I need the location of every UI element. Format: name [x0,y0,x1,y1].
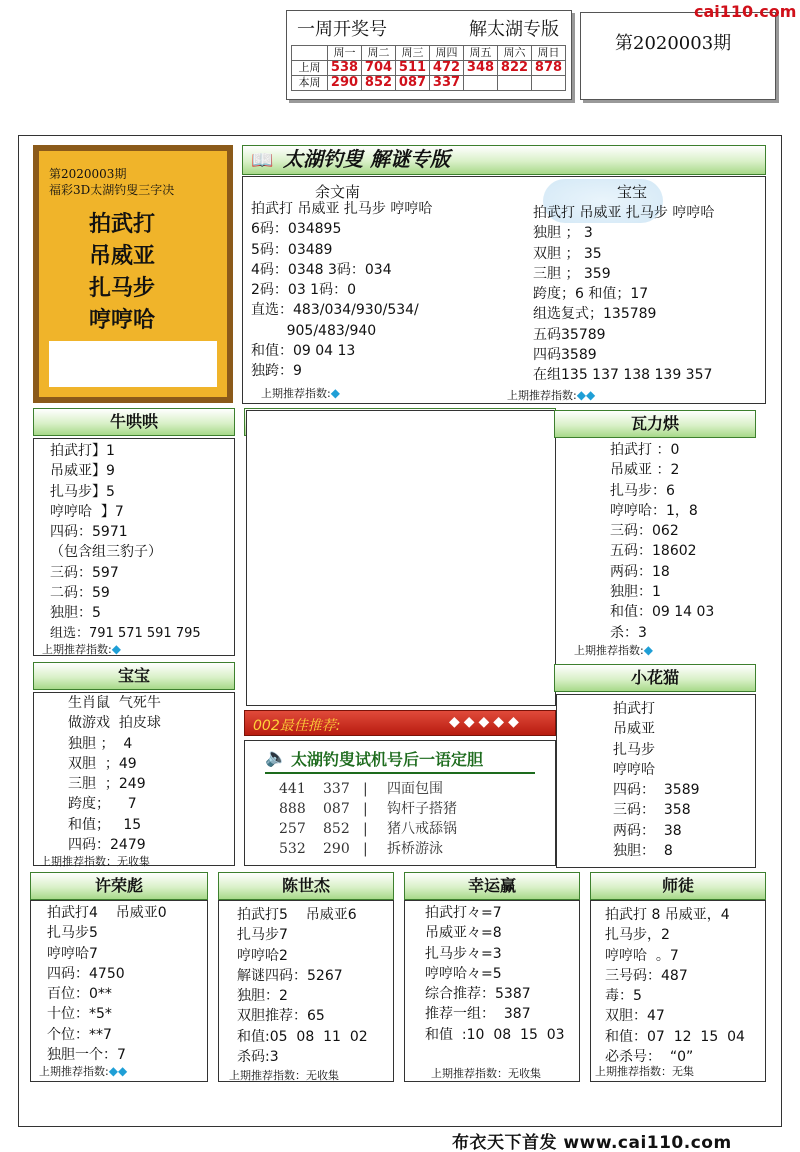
expert-name: 宝宝 [617,183,648,201]
text-line: 拍武打 8 吊威亚，4 [605,907,730,923]
separator: | [363,821,368,837]
text-line: 和值：09 14 03 [610,604,715,621]
yellow-word: 拍武打 [89,211,156,237]
expert-name: 余文南 [315,183,361,201]
xing-box [404,900,580,1082]
text-line: 4码：0348 3码：034 [251,261,392,278]
text-line: 毒：5 [605,988,642,1005]
draw-table [291,45,566,91]
rating-label: 上期推荐指数: [42,643,112,656]
text-line: 吊威亚 [613,721,655,738]
text-line: 四码3589 [533,347,597,364]
text-line: 三码： 358 [613,802,691,819]
text-line: 独跨：9 [251,363,302,380]
shi-box [590,900,766,1082]
text-line: 二码：59 [50,585,110,602]
riddle-text: 钩杆子搭猪 [387,801,457,817]
test-number-box [244,740,556,866]
last-week-row [292,61,566,76]
text-line: 两码： 38 [613,822,682,839]
baobao2-lines [68,693,234,855]
rating-footer: 上期推荐指数：无收集 [40,855,150,868]
text-line: 拍武打5 吊威亚6 [237,907,357,923]
text-line: 哼哼哈2 [237,947,288,964]
draw-header-box [286,10,572,100]
text-line: 三号码：487 [605,967,688,984]
text-line: 双胆推荐：65 [237,1008,325,1025]
test-rows [279,779,457,859]
section-header: 陈世杰 [218,872,394,900]
text-line: 独胆：1 [610,584,661,601]
text-line: （包含组三豹子） [50,544,162,561]
yellow-title: 福彩3D太湖钓叟三字决 [49,183,175,197]
xu-box [30,900,208,1082]
text-line: 吊威亚】9 [50,463,115,480]
diamond-icon: ◆◆◆◆◆ [449,714,523,730]
text-line: 五码35789 [533,326,606,343]
book-icon: 📖 [251,150,274,171]
text-line: 独胆一个：7 [47,1047,126,1064]
text-line: 四码：5971 [50,524,128,541]
banner-title: 太湖钓叟 解谜专版 [283,147,450,171]
text-line: 在组135 137 138 139 357 [533,367,713,384]
draw-number: 290 [323,841,350,857]
text-line: 拍武打】1 [50,443,115,459]
text-line: 6码：034895 [251,221,342,238]
draw-table-wrap [291,45,566,91]
text-line: 吊威亚 ：2 [610,462,680,479]
text-line: 两码：18 [610,563,670,580]
text-line: 和值； 15 [68,816,142,833]
text-line: 哼哼哈 [613,761,655,778]
list-item [279,839,457,859]
day-header: 周六 [498,46,532,61]
text-line: 独胆 ； 3 [533,225,593,242]
best-recommend-label: 002最佳推荐: [253,718,341,734]
diamond-icon: ◆ [643,643,653,657]
niu-box [33,438,235,656]
header-subtitle: 解太湖专版 [469,19,559,40]
text-line: 905/483/940 [251,322,377,339]
text-line: 扎马步 [613,741,655,758]
speaker-icon: 🔈 [265,747,288,768]
text-line: 和值：07 12 15 04 [605,1028,745,1045]
blank-panel [49,341,217,387]
draw-number [498,76,532,91]
yellow-word: 吊威亚 [89,243,156,269]
text-line: 组选复式；135789 [533,306,657,323]
chen-lines [237,905,393,1067]
text-line: 三胆 ； 359 [533,265,611,282]
trial-number: 532 [279,841,306,857]
row-label: 上周 [292,61,328,76]
text-line: 扎马步】5 [50,483,115,500]
text-line: 三码：597 [50,564,119,581]
text-line: 推荐一组： 387 [425,1006,531,1023]
text-line: 独胆： 8 [613,843,673,860]
test-title: 太湖钓叟试机号后一语定胆 [291,750,484,769]
text-line: 2码：03 1码：0 [251,282,356,299]
center-blank-box [246,410,556,706]
rating-label: 上期推荐指数: [507,389,577,402]
issue-box [580,12,776,100]
xiao-box [556,694,756,868]
day-header: 周三 [396,46,430,61]
trial-number: 257 [279,821,306,837]
text-line: 5码：03489 [251,241,333,258]
trial-number: 888 [279,801,306,817]
this-week-row [292,76,566,91]
day-header: 周二 [362,46,396,61]
draw-number [464,76,498,91]
text-line: 综合推荐：5387 [425,986,531,1003]
text-line: 解谜四码：5267 [237,967,343,984]
rating-label: 上期推荐指数: [39,1065,109,1078]
text-line: 生肖鼠 气死牛 [68,695,161,711]
table-cell [292,46,328,61]
draw-number: 087 [396,76,430,91]
text-line: 三码：062 [610,523,679,540]
list-item [279,799,457,819]
section-header: 牛哄哄 [33,408,235,436]
text-line: 做游戏 拍皮球 [68,715,161,732]
site-brand[interactable]: cai110.com [694,2,797,21]
text-line: 扎马步：6 [610,482,675,499]
draw-number: 290 [328,76,362,91]
draw-number [532,76,566,91]
wali-box [556,438,756,658]
list-item [279,819,457,839]
rating-footer: 上期推荐指数：无收集 [229,1069,339,1082]
draw-number: 852 [323,821,350,837]
text-line: 双胆 ；49 [68,755,137,772]
text-line: 拍武打 吊威亚 扎马步 哼哼哈 [533,205,715,221]
text-line: 跨度；6 和值；17 [533,286,649,303]
text-line: 十位：*5* [47,1006,112,1023]
shi-lines [605,905,765,1067]
riddle-text: 猪八戒舔锅 [387,821,457,837]
draw-number: 511 [396,61,430,76]
rating-footer [507,387,595,403]
top-expert-box [242,176,766,404]
text-line: 吊威亚々=8 [425,925,502,942]
rating-footer [42,641,121,657]
riddle-text: 四面包围 [387,781,443,797]
text-line: 拍武打 [613,701,655,717]
rating-footer [261,385,340,401]
section-header: 师徒 [590,872,766,900]
text-line: 拍武打4 吊威亚0 [47,905,167,921]
text-line: 扎马步々=3 [425,945,502,962]
text-line: 哼哼哈 。7 [605,947,679,964]
text-line: 哼哼哈：1，8 [610,502,698,519]
rating-footer: 上期推荐指数：无收集 [431,1067,541,1080]
text-line: 杀：3 [610,624,647,641]
riddle-text: 拆桥游泳 [387,841,443,857]
trial-number: 441 [279,781,306,797]
day-header: 周五 [464,46,498,61]
day-header: 周一 [328,46,362,61]
draw-table-header-row [292,46,566,61]
text-line: 四码：4750 [47,965,125,982]
separator: | [363,801,368,817]
rating-footer: 上期推荐指数：无集 [595,1065,694,1078]
baobao1-lines [533,203,765,386]
rating-label: 上期推荐指数: [574,644,644,657]
yu-lines [251,199,521,382]
draw-number: 337 [323,781,350,797]
yellow-word: 扎马步 [89,275,156,301]
draw-number: 337 [430,76,464,91]
separator: | [363,781,368,797]
header-title: 一周开奖号 [297,19,387,40]
draw-number: 472 [430,61,464,76]
diamond-icon: ◆ [111,642,121,656]
text-line: 拍武打々=7 [425,905,502,921]
section-header: 小花猫 [554,664,756,692]
draw-number: 878 [532,61,566,76]
day-header: 周四 [430,46,464,61]
text-line: 独胆：2 [237,988,288,1005]
text-line: 三胆 ；249 [68,776,146,793]
text-line: 四码： 3589 [613,782,700,799]
section-header: 幸运赢 [404,872,580,900]
text-line: 杀码:3 [237,1049,279,1066]
xu-lines [47,903,207,1065]
text-line: 哼哼哈7 [47,945,98,962]
diamond-icon: ◆◆ [108,1064,128,1078]
text-line: 双胆：47 [605,1008,665,1025]
title-underline [265,772,535,774]
yellow-card [33,145,233,403]
diamond-icon: ◆ [330,386,340,400]
xiao-lines [613,699,755,861]
niu-lines [50,441,234,644]
text-line: 拍武打 ：0 [610,442,680,458]
draw-number: 704 [362,61,396,76]
draw-number: 852 [362,76,396,91]
banner [242,145,766,175]
text-line: 必杀号： “0” [605,1049,694,1066]
text-line: 和值:05 08 11 02 [237,1028,368,1045]
section-header: 宝宝 [33,662,235,690]
text-line: 百位：0** [47,986,112,1003]
best-recommend-bar [244,710,556,736]
rating-footer [574,642,653,658]
text-line: 扎马步7 [237,927,288,944]
text-line: 哼哼哈々=5 [425,965,502,982]
text-line: 独胆：5 [50,605,101,622]
yellow-issue: 第2020003期 [49,167,127,181]
section-header: 许荣彪 [30,872,208,900]
wali-lines [610,440,756,643]
text-line: 拍武打 吊威亚 扎马步 哼哼哈 [251,201,433,217]
baobao2-box [33,692,235,866]
day-header: 周日 [532,46,566,61]
yellow-word: 哼哼哈 [89,307,156,333]
text-line: 四码：2479 [68,837,146,854]
issue-label: 第2020003期 [615,33,732,54]
text-line: 哼哼哈 】7 [50,503,124,520]
text-line: 扎马步，2 [605,927,670,944]
separator: | [363,841,368,857]
text-line: 组选：791 571 591 795 [50,625,201,641]
draw-number: 822 [498,61,532,76]
list-item [279,779,457,799]
text-line: 个位：**7 [47,1026,112,1043]
diamond-icon: ◆◆ [576,388,596,402]
text-line: 直选：483/034/930/534/ [251,302,419,319]
text-line: 五码：18602 [610,543,697,560]
row-label: 本周 [292,76,328,91]
chen-box [218,900,394,1082]
text-line: 和值：09 04 13 [251,343,356,360]
draw-number: 348 [464,61,498,76]
rating-label: 上期推荐指数: [261,387,331,400]
text-line: 和值 :10 08 15 03 [425,1026,565,1043]
text-line: 独胆 ； 4 [68,735,133,752]
bottom-slogan: 布衣天下首发 www.cai110.com [452,1133,732,1152]
draw-number: 538 [328,61,362,76]
draw-number: 087 [323,801,350,817]
text-line: 扎马步5 [47,925,98,942]
section-header: 瓦力烘 [554,410,756,438]
rating-footer [39,1063,127,1079]
text-line: 跨度； 7 [68,796,137,813]
xing-lines [425,903,579,1045]
text-line: 双胆 ； 35 [533,245,602,262]
yellow-card-inner [39,151,227,397]
